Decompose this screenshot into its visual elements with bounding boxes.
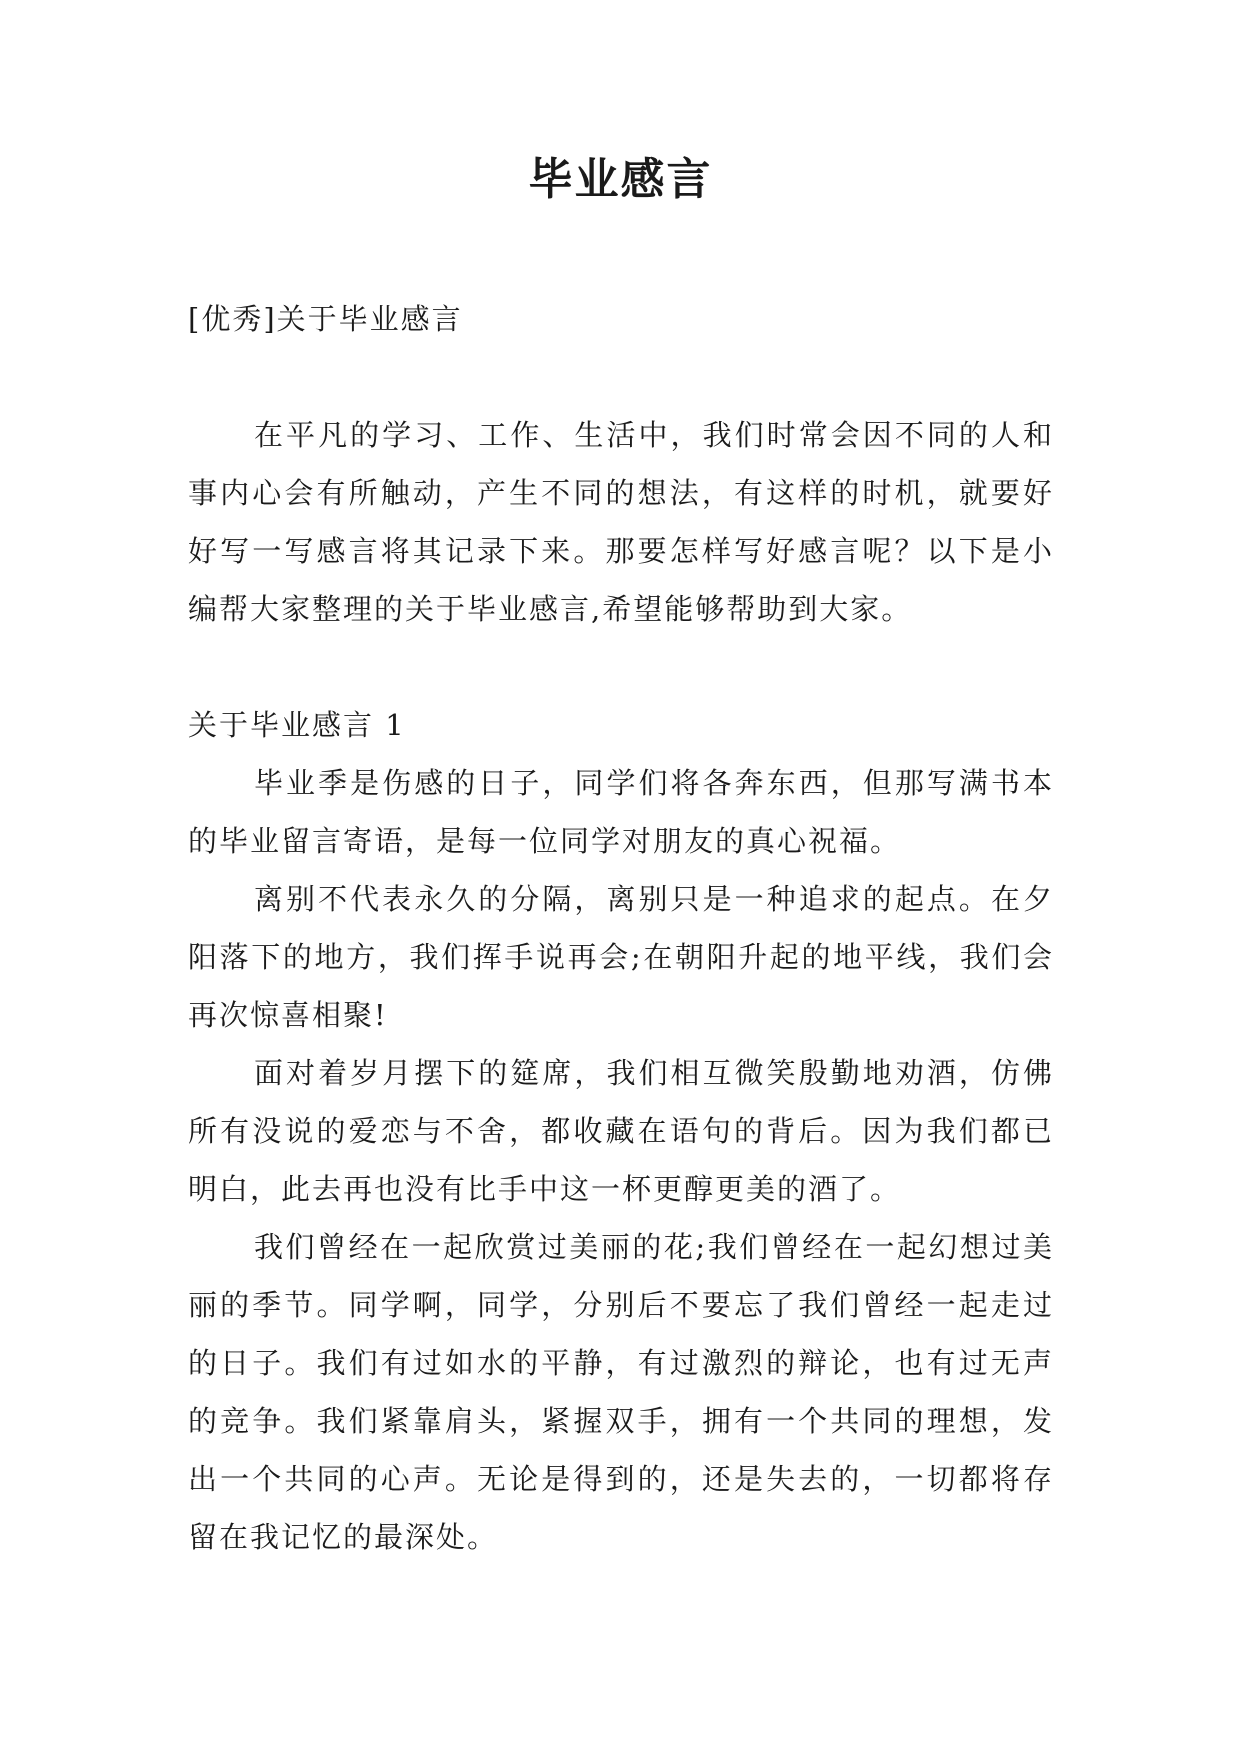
body-paragraph: 毕业季是伤感的日子，同学们将各奔东西，但那写满书本的毕业留言寄语，是每一位同学对朋友的真心祝福。 [188, 766, 1054, 858]
body-paragraph: 我们曾经在一起欣赏过美丽的花;我们曾经在一起幻想过美丽的季节。同学啊，同学，分别后不要忘了我们曾经一起走过的日子。我们有过如水的平静，有过激烈的辩论，也有过无声的竞争。我们紧靠肩头，紧握双手，拥有一个共同的理想，发出一个共同的心声。无论是得到的，还是失去的，一切都将存留在我记忆的最深处。 [188, 1230, 1054, 1554]
body-paragraph: 离别不代表永久的分隔，离别只是一种追求的起点。在夕阳落下的地方，我们挥手说再会;在朝阳升起的地平线，我们会再次惊喜相聚! [188, 882, 1054, 1032]
document-subtitle: [优秀]关于毕业感言 [188, 302, 463, 336]
body-paragraph: 面对着岁月摆下的筵席，我们相互微笑殷勤地劝酒，仿佛所有没说的爱恋与不舍，都收藏在语句的背后。因为我们都已明白，此去再也没有比手中这一杯更醇更美的酒了。 [188, 1056, 1054, 1206]
section-heading: 关于毕业感言 1 [188, 708, 406, 742]
document-body [188, 290, 1054, 1566]
intro-paragraph: 在平凡的学习、工作、生活中，我们时常会因不同的人和事内心会有所触动，产生不同的想法，有这样的时机，就要好好写一写感言将其记录下来。那要怎样写好感言呢？以下是小编帮大家整理的关于毕业感言,希望能够帮助到大家。 [188, 418, 1054, 626]
document-title: 毕业感言 [528, 154, 713, 205]
